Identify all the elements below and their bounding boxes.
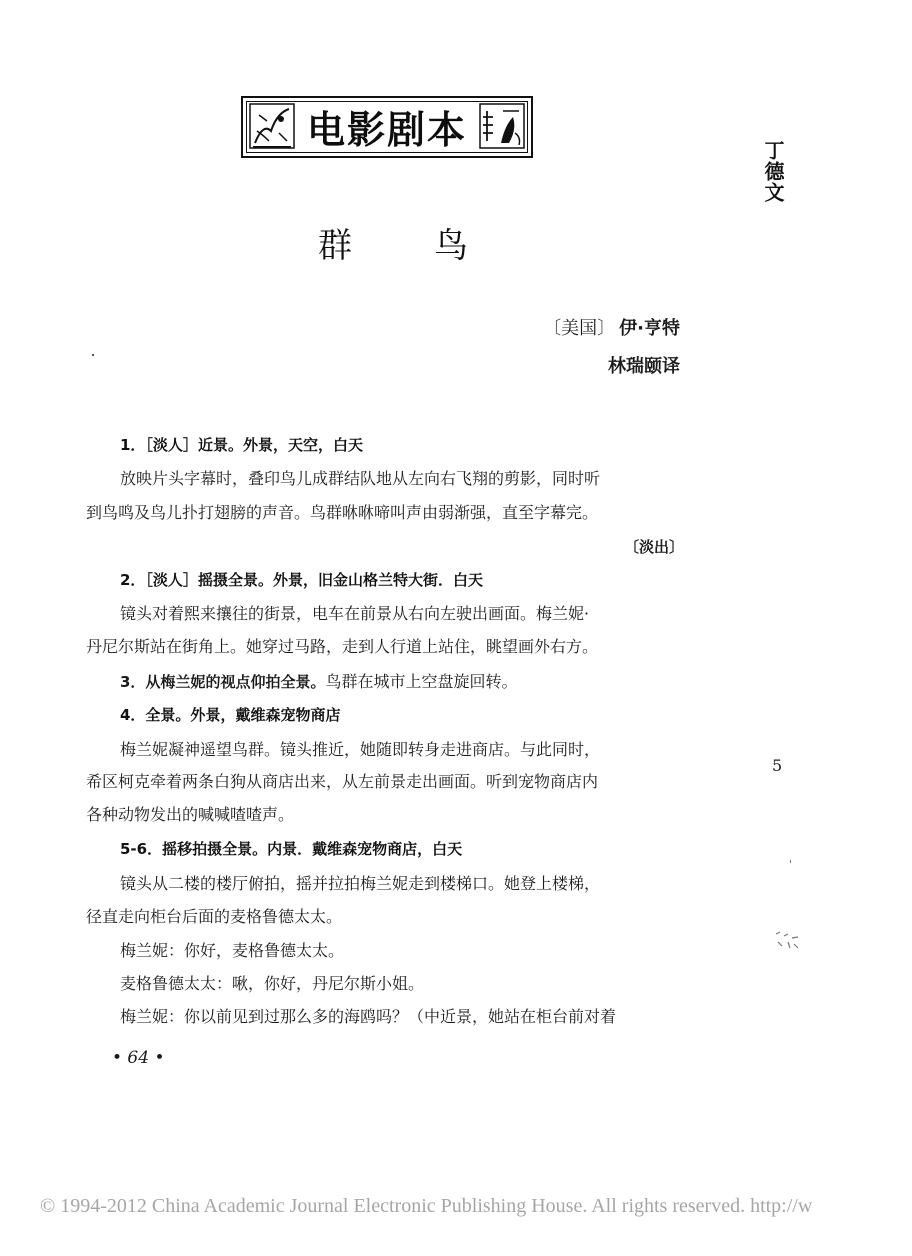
scene-1-fade-out: 〔淡出〕 bbox=[623, 538, 684, 556]
title-char-1: 群 bbox=[318, 226, 352, 266]
scene-3-heading: 3．从梅兰妮的视点仰拍全景。 bbox=[120, 673, 326, 691]
scene-5-6-line-2: 径直走向柜台后面的麦格鲁德太太。 bbox=[86, 907, 343, 926]
scene-1-heading: 1．［淡人］近景。外景，天空，白天 bbox=[120, 436, 363, 454]
banner-right-ornament-icon bbox=[479, 103, 525, 149]
scene-1-line-2: 到鸟鸣及鸟儿扑打翅膀的声音。鸟群咻咻啼叫声由弱渐强，直至字幕完。 bbox=[86, 503, 599, 522]
author-country: 〔美国〕 bbox=[543, 318, 616, 339]
scene-1-line-1: 放映片头字幕时，叠印鸟儿成群结队地从左向右飞翔的剪影，同时听 bbox=[120, 469, 601, 488]
copyright-notice: © 1994-2012 China Academic Journal Electronic Publishing House. All rights reserved. http://w bbox=[40, 1195, 813, 1217]
margin-tick bbox=[790, 860, 791, 863]
scene-2-heading: 2．［淡人］摇摄全景。外景，旧金山格兰特大街．白天 bbox=[120, 571, 483, 589]
dialogue-line-2: 麦格鲁德太太：啾，你好，丹尼尔斯小姐。 bbox=[120, 974, 425, 993]
margin-number: 5 bbox=[772, 756, 783, 775]
article-title bbox=[318, 218, 468, 267]
scene-2-line-1: 镜头对着熙来攘往的街景，电车在前景从右向左驶出画面。梅兰妮· bbox=[120, 604, 590, 623]
margin-scribble-icon bbox=[774, 928, 802, 952]
column-banner bbox=[241, 96, 533, 158]
title-char-2: 鸟 bbox=[434, 226, 468, 266]
scene-4-line-1: 梅兰妮凝神遥望鸟群。镜头推近，她随即转身走进商店。与此同时， bbox=[120, 740, 601, 759]
scene-4-heading: 4．全景。外景，戴维森宠物商店 bbox=[120, 706, 341, 724]
scene-3 bbox=[120, 669, 517, 692]
scene-2-line-2: 丹尼尔斯站在街角上。她穿过马路，走到人行道上站住，眺望画外右方。 bbox=[86, 637, 599, 656]
scene-4-line-3: 各种动物发出的喊喊喳喳声。 bbox=[86, 805, 295, 824]
stray-dot bbox=[92, 354, 94, 356]
translator-credit: 林瑞颐译 bbox=[608, 356, 680, 377]
dialogue-line-3: 梅兰妮：你以前见到过那么多的海鸥吗？（中近景，她站在柜台前对着 bbox=[120, 1007, 617, 1026]
scene-3-text: 鸟群在城市上空盘旋回转。 bbox=[325, 672, 518, 691]
side-author-name: 丁德文 bbox=[761, 140, 785, 203]
dialogue-line-1: 梅兰妮：你好，麦格鲁德太太。 bbox=[120, 941, 345, 960]
page-number: • 64 • bbox=[112, 1048, 165, 1068]
scene-5-6-line-1: 镜头从二楼的楼厅俯拍，摇并拉拍梅兰妮走到楼梯口。她登上楼梯， bbox=[120, 874, 601, 893]
author-credit bbox=[543, 314, 680, 340]
author-name: 伊·亨特 bbox=[619, 318, 680, 339]
scene-5-6-heading: 5-6．摇移拍摄全景。内景．戴维森宠物商店，白天 bbox=[120, 840, 463, 858]
scene-4-line-2: 希区柯克牵着两条白狗从商店出来，从左前景走出画面。听到宠物商店内 bbox=[86, 772, 599, 791]
banner-title: 电影剧本 bbox=[306, 107, 467, 152]
banner-left-ornament-icon bbox=[249, 103, 295, 149]
